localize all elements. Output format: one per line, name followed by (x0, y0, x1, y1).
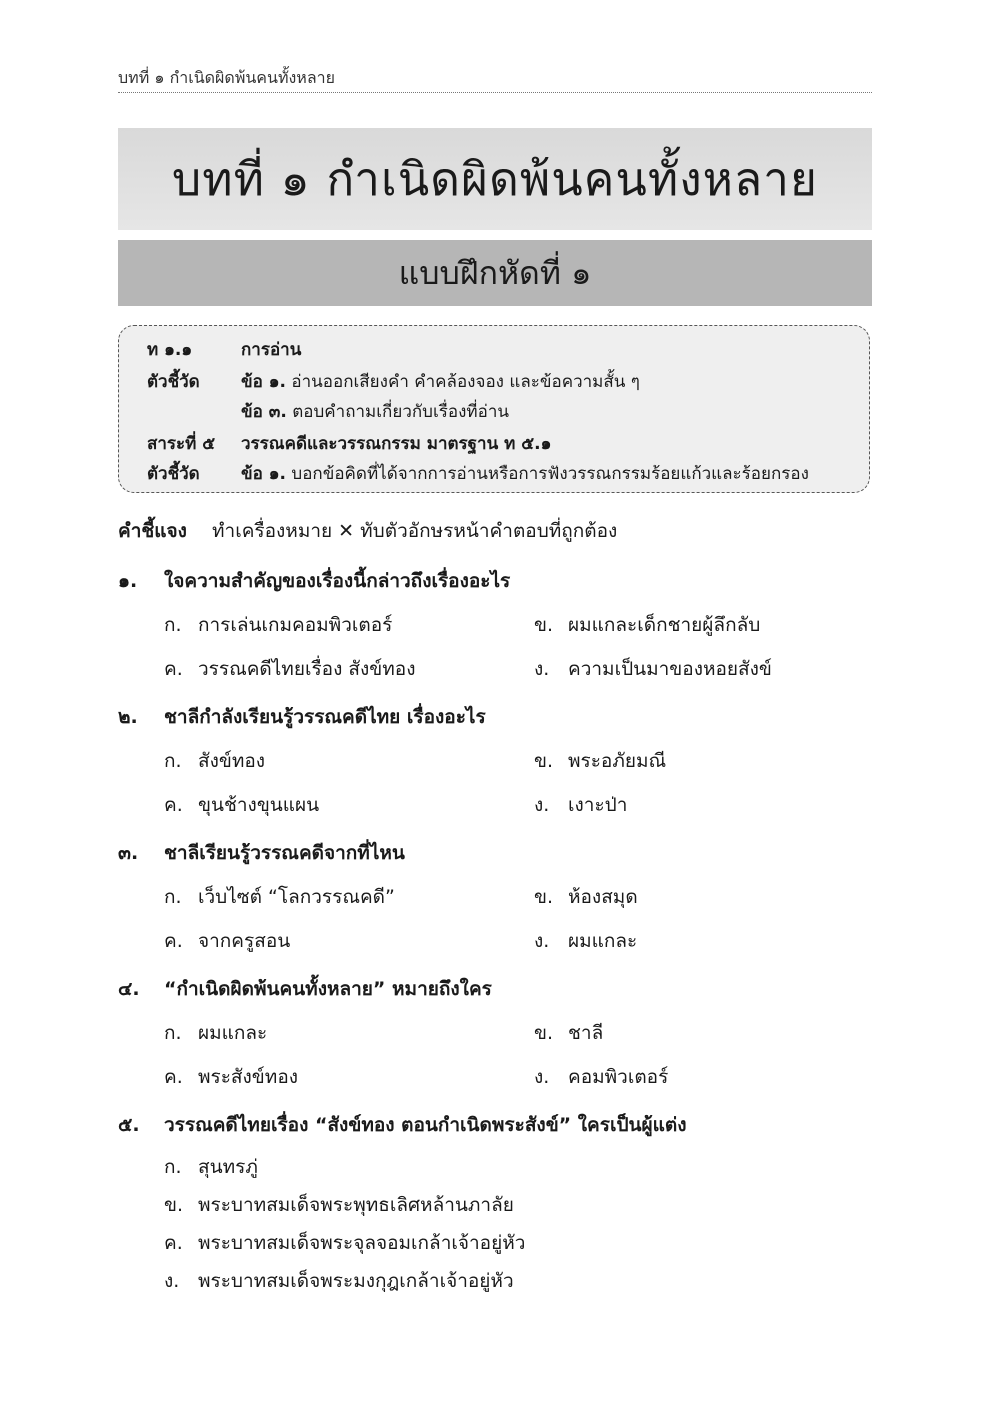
answer-option[interactable] (534, 1062, 668, 1092)
answer-option[interactable] (164, 610, 392, 640)
option-text: จากครูสอน (198, 930, 291, 952)
option-text: พระบาทสมเด็จพระพุทธเลิศหล้านภาลัย (198, 1194, 514, 1216)
standard-row (147, 430, 551, 457)
answer-option[interactable] (534, 610, 760, 640)
option-letter: ก. (164, 750, 182, 772)
option-text: พระบาทสมเด็จพระมงกุฎเกล้าเจ้าอยู่หัว (198, 1270, 514, 1292)
option-letter: ก. (164, 1156, 182, 1178)
option-letter: ค. (164, 794, 183, 816)
exercise-title: แบบฝึกหัดที่ ๑ (398, 253, 592, 292)
option-text: เว็บไซต์ “โลกวรรณคดี” (198, 886, 395, 908)
question-text: วรรณคดีไทยเรื่อง “สังข์ทอง ตอนกำเนิดพระสังข์” ใครเป็นผู้แต่ง (164, 1114, 687, 1136)
question-number: ๔. (118, 978, 140, 1000)
option-text: ผมแกละเด็กชายผู้ลึกลับ (568, 614, 761, 636)
standard-text: ตอบคำถามเกี่ยวกับเรื่องที่อ่าน (286, 402, 509, 422)
option-letter: ก. (164, 614, 182, 636)
standard-code: ตัวชี้วัด (147, 372, 200, 392)
option-text: เงาะป่า (568, 794, 628, 816)
option-letter: ข. (534, 614, 554, 636)
option-letter: ข. (534, 886, 554, 908)
indicator-number: ข้อ ๑. (241, 464, 286, 484)
answer-option[interactable] (164, 1228, 525, 1258)
answer-option[interactable] (164, 654, 415, 684)
question-text: ใจความสำคัญของเรื่องนี้กล่าวถึงเรื่องอะไร (164, 570, 511, 592)
option-text: พระอภัยมณี (568, 750, 667, 772)
answer-option[interactable] (164, 790, 319, 820)
question-title (118, 566, 510, 596)
answer-option[interactable] (534, 790, 627, 820)
option-letter: ง. (534, 930, 550, 952)
option-text: ผมแกละ (568, 930, 638, 952)
option-text: ห้องสมุด (568, 886, 638, 908)
header-divider (118, 92, 872, 93)
question-text: ชาลีเรียนรู้วรรณคดีจากที่ไหน (164, 842, 405, 864)
question-number: ๒. (118, 706, 138, 728)
instruction-text: ทำเครื่องหมาย ✕ ทับตัวอักษรหน้าคำตอบที่ถูกต้อง (212, 520, 618, 542)
answer-option[interactable] (164, 746, 265, 776)
indicator-number: ข้อ ๓. (241, 402, 287, 422)
standard-text: อ่านออกเสียงคำ คำคล้องจอง และข้อความสั้น ๆ (286, 372, 640, 392)
option-text: วรรณคดีไทยเรื่อง สังข์ทอง (198, 658, 416, 680)
answer-option[interactable] (534, 882, 638, 912)
exercise-title-band (118, 240, 872, 306)
standard-text: การอ่าน (241, 340, 302, 360)
question-title (118, 702, 486, 732)
option-letter: ก. (164, 1022, 182, 1044)
option-text: การเล่นเกมคอมพิวเตอร์ (198, 614, 393, 636)
answer-option[interactable] (164, 1062, 298, 1092)
option-text: สุนทรภู่ (198, 1156, 258, 1178)
standard-text: วรรณคดีและวรรณกรรม มาตรฐาน ท ๕.๑ (241, 434, 552, 454)
answer-option[interactable] (164, 1266, 514, 1296)
answer-option[interactable] (534, 1018, 603, 1048)
option-letter: ค. (164, 1066, 183, 1088)
option-text: ความเป็นมาของหอยสังข์ (568, 658, 772, 680)
question-number: ๕. (118, 1114, 140, 1136)
option-letter: ข. (534, 750, 554, 772)
running-header: บทที่ ๑ กำเนิดผิดพ้นคนทั้งหลาย (118, 68, 336, 87)
question-number: ๑. (118, 570, 138, 592)
answer-option[interactable] (164, 1152, 258, 1182)
option-letter: ง. (534, 658, 550, 680)
option-letter: ง. (164, 1270, 180, 1292)
answer-option[interactable] (164, 1018, 267, 1048)
answer-option[interactable] (534, 746, 666, 776)
standard-code: ตัวชี้วัด (147, 464, 200, 484)
learning-standards-box (118, 325, 870, 493)
option-letter: ค. (164, 1232, 183, 1254)
answer-option[interactable] (164, 1190, 514, 1220)
option-text: ขุนช้างขุนแผน (198, 794, 320, 816)
option-letter: ข. (164, 1194, 184, 1216)
option-text: คอมพิวเตอร์ (568, 1066, 669, 1088)
question-title (118, 1110, 687, 1140)
question-text: “กำเนิดผิดพ้นคนทั้งหลาย” หมายถึงใคร (164, 978, 492, 1000)
standard-row (147, 336, 301, 363)
standard-code: สาระที่ ๕ (147, 434, 216, 454)
answer-option[interactable] (534, 926, 637, 956)
question-title (118, 838, 405, 868)
option-text: ชาลี (568, 1022, 604, 1044)
option-letter: ง. (534, 1066, 550, 1088)
question-title (118, 974, 492, 1004)
standard-row (147, 398, 509, 425)
option-text: ผมแกละ (198, 1022, 268, 1044)
option-letter: ก. (164, 886, 182, 908)
option-text: พระบาทสมเด็จพระจุลจอมเกล้าเจ้าอยู่หัว (198, 1232, 526, 1254)
standard-row (147, 460, 809, 487)
answer-option[interactable] (164, 882, 395, 912)
question-number: ๓. (118, 842, 139, 864)
answer-option[interactable] (534, 654, 772, 684)
chapter-title-band (118, 128, 872, 230)
option-text: สังข์ทอง (198, 750, 266, 772)
option-letter: ค. (164, 930, 183, 952)
answer-option[interactable] (164, 926, 290, 956)
chapter-title: บทที่ ๑ กำเนิดผิดพ้นคนทั้งหลาย (172, 151, 818, 206)
option-letter: ค. (164, 658, 183, 680)
option-letter: ง. (534, 794, 550, 816)
instruction-line (118, 516, 617, 546)
standard-code: ท ๑.๑ (147, 340, 193, 360)
standard-text: บอกข้อคิดที่ได้จากการอ่านหรือการฟังวรรณกรรมร้อยแก้วและร้อยกรอง (286, 464, 809, 484)
option-text: พระสังข์ทอง (198, 1066, 299, 1088)
option-letter: ข. (534, 1022, 554, 1044)
instruction-label: คำชี้แจง (118, 520, 187, 542)
question-text: ชาลีกำลังเรียนรู้วรรณคดีไทย เรื่องอะไร (164, 706, 486, 728)
indicator-number: ข้อ ๑. (241, 372, 286, 392)
standard-row (147, 368, 640, 395)
